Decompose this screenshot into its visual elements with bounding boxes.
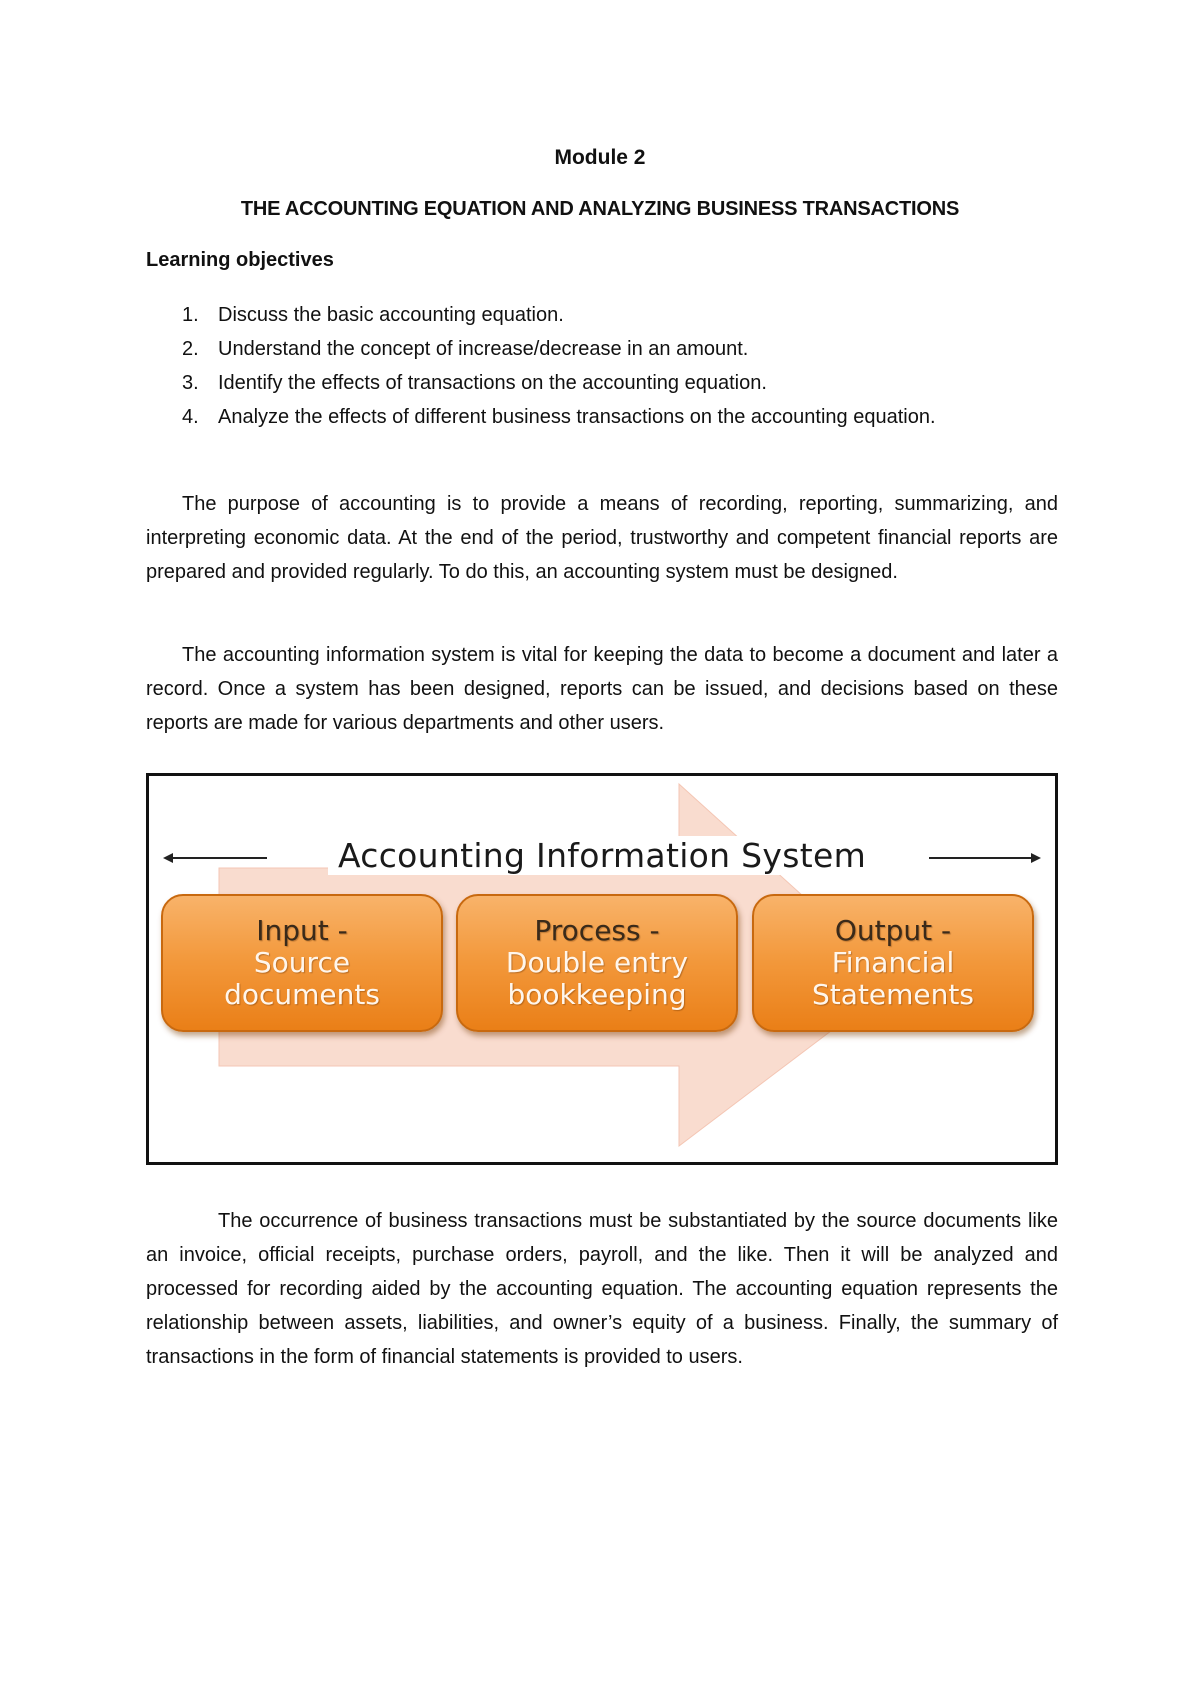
stage-process-box	[456, 894, 738, 1032]
objective-item	[146, 400, 966, 434]
objective-text: Identify the effects of transactions on the accounting equation.	[218, 372, 767, 394]
ais-figure-title	[149, 836, 1055, 875]
stage-output-box	[752, 894, 1034, 1032]
stage-line: bookkeeping	[507, 978, 687, 1011]
objectives-list	[146, 298, 966, 434]
module-label: Module 2	[554, 146, 646, 169]
stage-line: Financial	[831, 946, 955, 979]
objective-item	[146, 366, 966, 400]
stage-head: Output -	[834, 914, 952, 947]
objective-item	[146, 298, 966, 332]
stage-head: Process -	[534, 914, 660, 947]
paragraph-transactions: The occurrence of business transactions must be substantiated by the source documents like an invoice, official receipts, purchase orders, payroll, and the like. Then it will be analyzed and processed for recording aided by the accounting equation. The accounting equation represents the relationship between assets, liabilities, and owner’s equity of a business. Finally, the summary of transactions in the form of financial statements is provided to users.	[146, 1210, 1058, 1368]
objective-text: Discuss the basic accounting equation.	[218, 304, 564, 326]
objective-number: 4.	[182, 406, 199, 428]
objective-number: 1.	[182, 304, 199, 326]
ais-figure-title-text: Accounting Information System	[328, 836, 876, 875]
stage-head: Input -	[256, 914, 348, 947]
stage-line: documents	[224, 978, 380, 1011]
paragraph-information-system: The accounting information system is vital for keeping the data to become a document and later a record. Once a system has been designed, reports can be issued, and decisions based on these reports are made for various departments and other users.	[146, 644, 1058, 734]
objective-number: 3.	[182, 372, 199, 394]
objective-text: Understand the concept of increase/decrease in an amount.	[218, 338, 749, 360]
page-title: THE ACCOUNTING EQUATION AND ANALYZING BUSINESS TRANSACTIONS	[240, 198, 960, 220]
stage-line: Source	[253, 946, 351, 979]
objective-text: Analyze the effects of different business transactions on the accounting equation.	[218, 406, 936, 428]
stage-line: Statements	[812, 978, 974, 1011]
paragraph-purpose: The purpose of accounting is to provide a means of recording, reporting, summarizing, and interpreting economic data. At the end of the period, trustworthy and competent financial reports are prepared and provided regularly. To do this, an accounting system must be designed.	[146, 493, 1058, 583]
objective-number: 2.	[182, 338, 199, 360]
stage-line: Double entry	[505, 946, 689, 979]
ais-figure	[146, 773, 1058, 1165]
objective-item	[146, 332, 966, 366]
objectives-heading: Learning objectives	[146, 249, 334, 271]
stage-input-box	[161, 894, 443, 1032]
